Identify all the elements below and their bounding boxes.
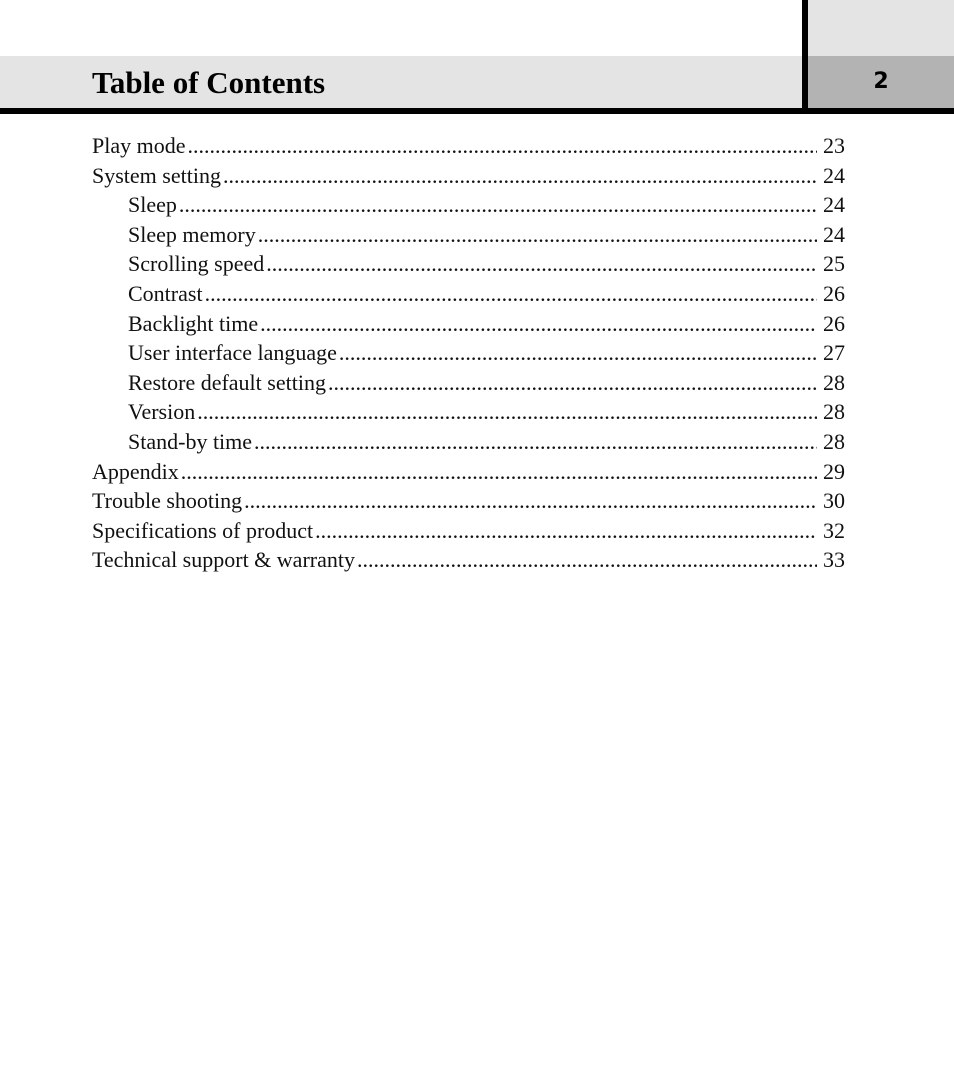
toc-label: Backlight time xyxy=(128,310,259,336)
toc-entry-system-setting[interactable] xyxy=(92,161,845,191)
toc-leader-dots xyxy=(181,457,817,487)
toc-label: Scrolling speed xyxy=(128,251,265,277)
toc-label: Play mode xyxy=(92,133,186,158)
toc-page-number: 28 xyxy=(823,369,845,395)
toc-label: Technical support & warranty xyxy=(92,547,355,573)
toc-entry-restore-default-setting[interactable] xyxy=(92,368,845,398)
toc-page-number: 33 xyxy=(823,547,845,573)
toc-page-number: 24 xyxy=(823,192,845,218)
page-number: 2 xyxy=(873,69,889,94)
toc-entry-play-mode[interactable] xyxy=(92,131,845,161)
toc-page-number: 24 xyxy=(823,162,845,188)
toc-label: Appendix xyxy=(92,458,179,484)
toc-leader-dots xyxy=(315,516,817,546)
toc-leader-dots xyxy=(179,190,817,220)
toc-label: Restore default setting xyxy=(128,369,326,395)
toc-label: Trouble shooting xyxy=(92,488,243,514)
toc-label: Stand-by time xyxy=(128,428,253,454)
toc-leader-dots xyxy=(188,131,818,161)
toc-page-number: 23 xyxy=(823,133,845,158)
toc-leader-dots xyxy=(258,220,817,250)
toc-page-number: 30 xyxy=(823,488,845,514)
toc-page-number: 28 xyxy=(823,399,845,425)
toc-leader-dots xyxy=(244,486,817,516)
toc-page-number: 29 xyxy=(823,458,845,484)
page-title: Table of Contents xyxy=(92,65,326,100)
toc-entry-version[interactable] xyxy=(92,397,845,427)
toc-label: System setting xyxy=(92,162,221,188)
toc-page-number: 26 xyxy=(823,280,845,306)
toc-leader-dots xyxy=(197,397,817,427)
toc-entry-backlight-time[interactable] xyxy=(92,309,845,339)
header-rule xyxy=(0,108,954,114)
toc-label: Contrast xyxy=(128,280,203,306)
toc-page-number: 32 xyxy=(823,517,845,543)
toc-label: Version xyxy=(128,399,196,425)
toc-leader-dots xyxy=(260,309,817,339)
toc-page-number: 25 xyxy=(823,251,845,277)
page-tab-top xyxy=(808,0,954,56)
toc-entry-contrast[interactable] xyxy=(92,279,845,309)
toc-entry-user-interface-language[interactable] xyxy=(92,338,845,368)
toc-page-number: 27 xyxy=(823,340,845,366)
toc-entry-appendix[interactable] xyxy=(92,457,845,487)
toc-leader-dots xyxy=(266,249,817,279)
toc-entry-trouble-shooting[interactable] xyxy=(92,486,845,516)
toc-entry-sleep-memory[interactable] xyxy=(92,220,845,250)
toc-entry-technical-support[interactable] xyxy=(92,545,845,575)
toc-leader-dots xyxy=(223,161,817,191)
toc-entry-specifications[interactable] xyxy=(92,516,845,546)
toc-entry-scrolling-speed[interactable] xyxy=(92,249,845,279)
table-of-contents xyxy=(92,131,845,575)
toc-entry-stand-by-time[interactable] xyxy=(92,427,845,457)
toc-page-number: 24 xyxy=(823,221,845,247)
toc-label: Sleep memory xyxy=(128,221,256,247)
toc-page-number: 26 xyxy=(823,310,845,336)
toc-leader-dots xyxy=(357,545,817,575)
toc-label: Specifications of product xyxy=(92,517,314,543)
toc-leader-dots xyxy=(205,279,817,309)
toc-entry-sleep[interactable] xyxy=(92,190,845,220)
toc-leader-dots xyxy=(254,427,817,457)
toc-label: User interface language xyxy=(128,340,337,366)
toc-leader-dots xyxy=(339,338,817,368)
toc-label: Sleep xyxy=(128,192,177,218)
toc-leader-dots xyxy=(328,368,817,398)
toc-page-number: 28 xyxy=(823,428,845,454)
